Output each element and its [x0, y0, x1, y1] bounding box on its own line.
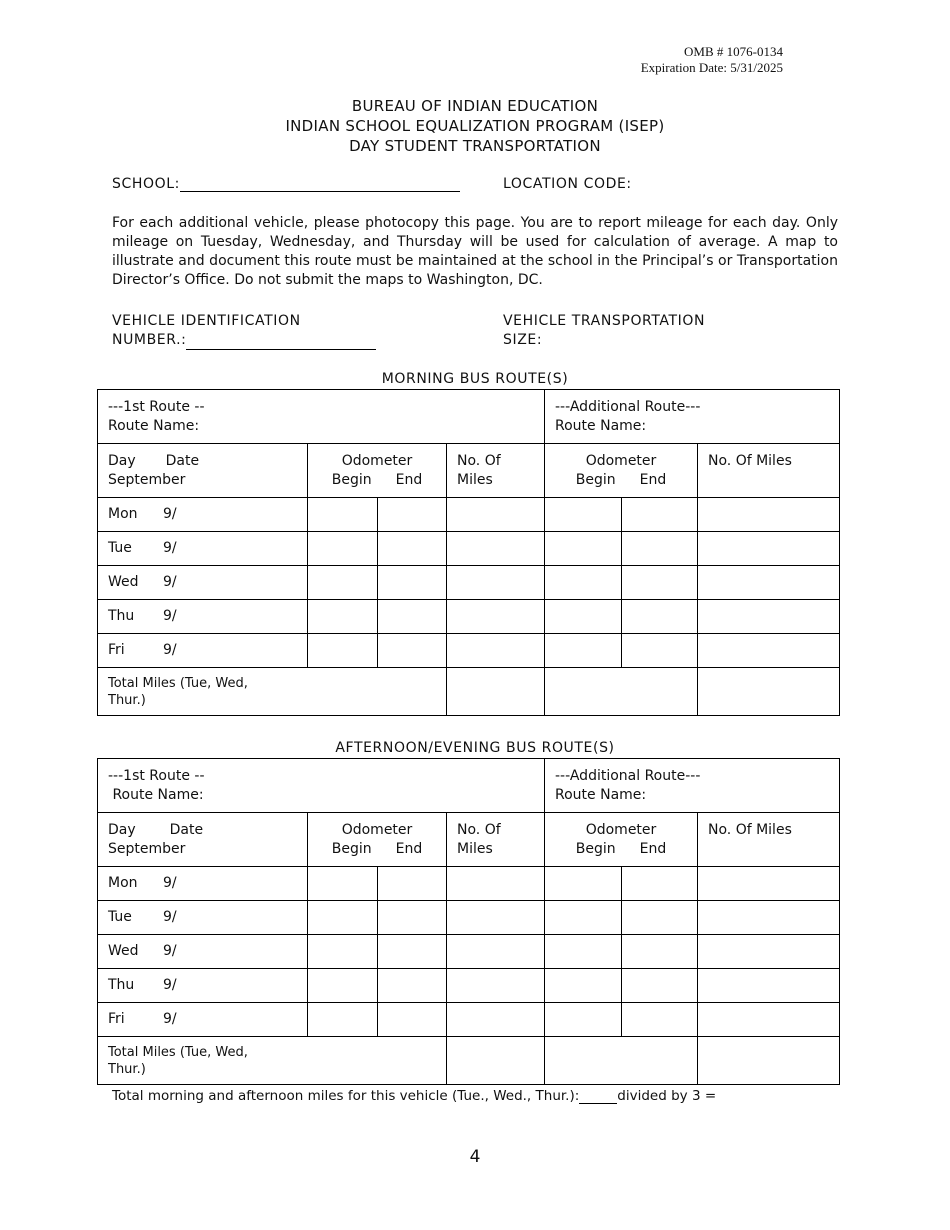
add-odometer-begin-cell[interactable] [545, 969, 622, 1003]
odometer-begin-cell[interactable] [308, 935, 378, 969]
odometer-end-cell[interactable] [378, 1003, 447, 1037]
add-odometer-begin-cell[interactable] [545, 566, 622, 600]
day-col-label: Day [108, 452, 136, 469]
end-label: End [639, 840, 667, 857]
odometer-end-cell[interactable] [378, 566, 447, 600]
odometer-label: Odometer [341, 821, 413, 838]
add-total-blank-cell [545, 668, 698, 716]
page-number: 4 [469, 1147, 481, 1167]
vehicle-size-field [503, 312, 705, 350]
miles-cell[interactable] [447, 634, 545, 668]
day-cell: Wed 9/ [98, 566, 308, 600]
afternoon-miles-header [447, 813, 545, 867]
odometer-end-cell[interactable] [378, 600, 447, 634]
add-odometer-begin-cell[interactable] [545, 532, 622, 566]
afternoon-first-route-name-label: Route Name: [108, 786, 204, 803]
odometer-end-cell[interactable] [378, 867, 447, 901]
add-miles-cell[interactable] [698, 634, 840, 668]
morning-additional-route-name-label: Route Name: [555, 417, 647, 434]
total-miles-label: Total Miles (Tue, Wed, Thur.) [98, 668, 447, 716]
add-miles-cell[interactable] [698, 498, 840, 532]
add-miles-cell[interactable] [698, 1003, 840, 1037]
odometer-begin-cell[interactable] [308, 969, 378, 1003]
header-line-2: INDIAN SCHOOL EQUALIZATION PROGRAM (ISEP) [285, 117, 665, 135]
add-odometer-end-cell[interactable] [622, 498, 698, 532]
afternoon-additional-route-title: ---Additional Route--- [555, 767, 701, 784]
add-total-miles-cell[interactable] [698, 668, 840, 716]
miles-cell[interactable] [447, 867, 545, 901]
location-code-label: LOCATION CODE: [503, 176, 632, 192]
afternoon-first-route-title: ---1st Route -- [108, 767, 205, 784]
add-odometer-begin-cell[interactable] [545, 1003, 622, 1037]
day-cell: Wed 9/ [98, 935, 308, 969]
day-col-label: Day [108, 821, 136, 838]
omb-block [641, 44, 783, 76]
odometer-begin-cell[interactable] [308, 566, 378, 600]
add-miles-cell[interactable] [698, 969, 840, 1003]
divided-by-label: divided by 3 = [617, 1088, 717, 1104]
miles-cell[interactable] [447, 600, 545, 634]
add-miles-cell[interactable] [698, 867, 840, 901]
add-odometer-begin-cell[interactable] [545, 600, 622, 634]
morning-odometer-header [308, 444, 447, 498]
morning-first-route-name-label: Route Name: [108, 417, 200, 434]
morning-additional-route-title: ---Additional Route--- [555, 398, 701, 415]
table-row [98, 566, 840, 600]
vehicle-id-label-1: VEHICLE IDENTIFICATION [112, 313, 301, 329]
table-row [98, 935, 840, 969]
table-row [98, 1003, 840, 1037]
miles-cell[interactable] [447, 969, 545, 1003]
afternoon-additional-route-cell[interactable] [545, 759, 840, 813]
vehicle-id-input-line[interactable] [186, 335, 376, 350]
odometer-begin-cell[interactable] [308, 1003, 378, 1037]
add-odometer-begin-cell[interactable] [545, 867, 622, 901]
vehicle-id-label-2: NUMBER.: [112, 332, 187, 348]
add-miles-cell[interactable] [698, 600, 840, 634]
month-label: September [108, 471, 186, 488]
table-row [98, 498, 840, 532]
date-col-label: Date [165, 452, 200, 469]
header-line-1: BUREAU OF INDIAN EDUCATION [351, 97, 599, 115]
add-odometer-begin-cell[interactable] [545, 498, 622, 532]
miles-label: Miles [457, 840, 493, 857]
odometer-end-cell[interactable] [378, 532, 447, 566]
odometer-begin-cell[interactable] [308, 600, 378, 634]
odometer-begin-cell[interactable] [308, 867, 378, 901]
miles-cell[interactable] [447, 498, 545, 532]
vehicle-size-label-1: VEHICLE TRANSPORTATION [503, 313, 706, 329]
end-label: End [395, 840, 423, 857]
header-line-3: DAY STUDENT TRANSPORTATION [349, 137, 601, 155]
add-total-miles-cell[interactable] [698, 1037, 840, 1085]
add-odometer-end-cell[interactable] [622, 634, 698, 668]
morning-first-route-cell[interactable] [98, 390, 545, 444]
total-miles-cell[interactable] [447, 1037, 545, 1085]
odometer-label: Odometer [341, 452, 413, 469]
table-row [98, 634, 840, 668]
odometer-begin-cell[interactable] [308, 532, 378, 566]
add-odometer-end-cell[interactable] [622, 566, 698, 600]
add-odometer-begin-cell[interactable] [545, 901, 622, 935]
total-row [98, 1037, 840, 1085]
date-col-label: Date [169, 821, 204, 838]
odometer-begin-cell[interactable] [308, 901, 378, 935]
afternoon-route-table [97, 758, 840, 1085]
morning-day-date-header [98, 444, 308, 498]
add-total-blank-cell [545, 1037, 698, 1085]
morning-first-route-title: ---1st Route -- [108, 398, 205, 415]
begin-label: Begin [575, 840, 616, 857]
day-cell: Tue 9/ [98, 532, 308, 566]
miles-label: Miles [457, 471, 493, 488]
no-of-label: No. Of [457, 821, 501, 838]
vehicle-size-label-2: SIZE: [503, 332, 543, 348]
afternoon-odometer-header [308, 813, 447, 867]
add-miles-cell[interactable] [698, 901, 840, 935]
begin-label: Begin [331, 471, 372, 488]
begin-label: Begin [575, 471, 616, 488]
morning-miles-header [447, 444, 545, 498]
odometer-begin-cell[interactable] [308, 498, 378, 532]
odometer-label: Odometer [585, 821, 657, 838]
add-miles-cell[interactable] [698, 935, 840, 969]
expiration-date: Expiration Date: 5/31/2025 [640, 60, 783, 75]
odometer-end-cell[interactable] [378, 498, 447, 532]
morning-route-table [97, 389, 840, 716]
table-row [98, 600, 840, 634]
morning-additional-route-cell[interactable] [545, 390, 840, 444]
afternoon-first-route-cell[interactable] [98, 759, 545, 813]
add-odometer-end-cell[interactable] [622, 901, 698, 935]
afternoon-add-miles-header: No. Of Miles [698, 813, 840, 867]
add-odometer-end-cell[interactable] [622, 600, 698, 634]
end-label: End [395, 471, 423, 488]
day-cell: Fri 9/ [98, 1003, 308, 1037]
odometer-end-cell[interactable] [378, 935, 447, 969]
omb-number: OMB # 1076-0134 [684, 44, 783, 59]
add-odometer-begin-cell[interactable] [545, 935, 622, 969]
instructions-paragraph: For each additional vehicle, please photocopy this page. You are to report mileage for each day. Only mileage on Tuesday, Wednesday, and Thursday will be used for calculation of average. A map to illustrate and document this route must be maintained at the school in the Principal’s or Transportation Director’s Office. Do not submit the maps to Washington, DC. [112, 215, 838, 288]
morning-add-odometer-header [545, 444, 698, 498]
day-cell: Mon 9/ [98, 498, 308, 532]
odometer-end-cell[interactable] [378, 969, 447, 1003]
school-label: SCHOOL: [112, 176, 180, 192]
end-label: End [639, 471, 667, 488]
morning-add-miles-header: No. Of Miles [698, 444, 840, 498]
miles-cell[interactable] [447, 935, 545, 969]
morning-caption: MORNING BUS ROUTE(S) [381, 371, 569, 387]
table-row [98, 532, 840, 566]
total-combined-input-line[interactable] [579, 1091, 617, 1104]
total-combined-label: Total morning and afternoon miles for this vehicle (Tue., Wed., Thur.): [112, 1088, 580, 1104]
add-odometer-end-cell[interactable] [622, 935, 698, 969]
day-cell: Thu 9/ [98, 969, 308, 1003]
add-miles-cell[interactable] [698, 532, 840, 566]
odometer-label: Odometer [585, 452, 657, 469]
school-input-line[interactable] [180, 177, 460, 192]
begin-label: Begin [331, 840, 372, 857]
miles-cell[interactable] [447, 1003, 545, 1037]
odometer-end-cell[interactable] [378, 901, 447, 935]
add-odometer-end-cell[interactable] [622, 867, 698, 901]
total-combined-miles-line [112, 1088, 716, 1104]
day-cell: Tue 9/ [98, 901, 308, 935]
odometer-end-cell[interactable] [378, 634, 447, 668]
table-row [98, 901, 840, 935]
day-cell: Thu 9/ [98, 600, 308, 634]
vehicle-id-field[interactable] [112, 312, 376, 350]
day-cell: Fri 9/ [98, 634, 308, 668]
add-odometer-end-cell[interactable] [622, 969, 698, 1003]
table-row [98, 969, 840, 1003]
total-miles-label: Total Miles (Tue, Wed, Thur.) [98, 1037, 447, 1085]
day-cell: Mon 9/ [98, 867, 308, 901]
add-odometer-begin-cell[interactable] [545, 634, 622, 668]
no-of-label: No. Of [457, 452, 501, 469]
add-odometer-end-cell[interactable] [622, 1003, 698, 1037]
afternoon-caption: AFTERNOON/EVENING BUS ROUTE(S) [335, 740, 615, 756]
afternoon-day-date-header [98, 813, 308, 867]
afternoon-add-odometer-header [545, 813, 698, 867]
school-field[interactable] [112, 176, 460, 192]
miles-cell[interactable] [447, 901, 545, 935]
month-label: September [108, 840, 186, 857]
total-row [98, 668, 840, 716]
odometer-begin-cell[interactable] [308, 634, 378, 668]
miles-cell[interactable] [447, 532, 545, 566]
afternoon-additional-route-name-label: Route Name: [555, 786, 647, 803]
add-odometer-end-cell[interactable] [622, 532, 698, 566]
miles-cell[interactable] [447, 566, 545, 600]
table-row [98, 867, 840, 901]
total-miles-cell[interactable] [447, 668, 545, 716]
add-miles-cell[interactable] [698, 566, 840, 600]
